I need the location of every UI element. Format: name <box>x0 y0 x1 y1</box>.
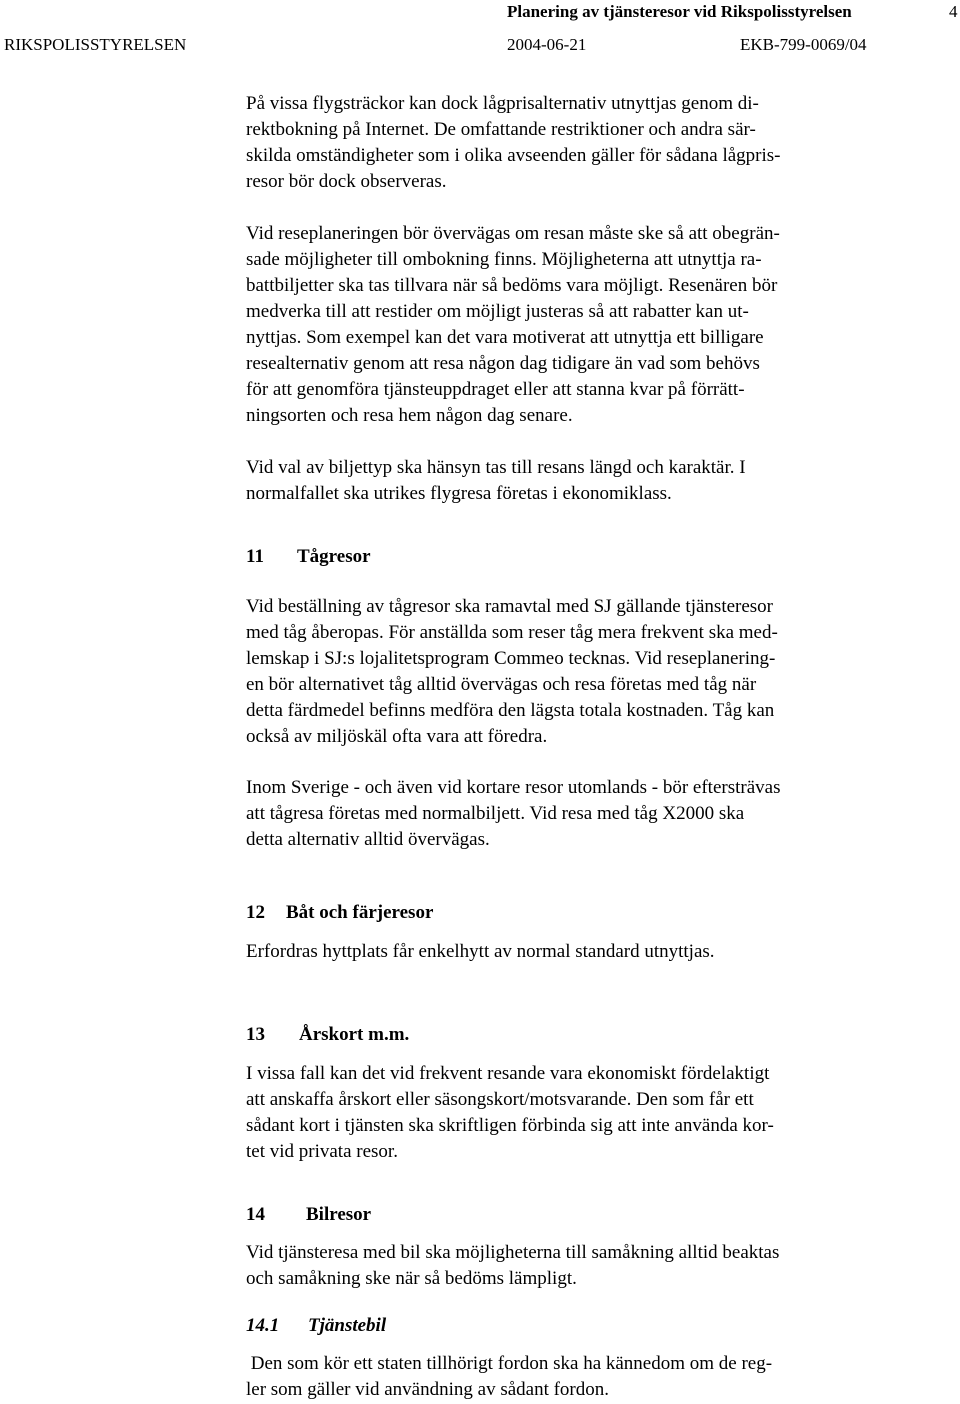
text-line: Den som kör ett staten tillhörigt fordon ska ha kännedom om de reg- <box>246 1353 773 1374</box>
text-line: lemskap i SJ:s lojalitetsprogram Commeo tecknas. Vid reseplanering- <box>246 648 776 669</box>
section-number: 14 <box>246 1204 265 1225</box>
text-line: battbiljetter ska tas tillvara när så bedöms vara möjligt. Resenären bör <box>246 275 778 296</box>
section-heading: Bilresor <box>306 1204 372 1225</box>
text-line: normalfallet ska utrikes flygresa företas i ekonomiklass. <box>246 483 672 504</box>
text-line: rektbokning på Internet. De omfattande restriktioner och andra sär- <box>246 119 756 140</box>
text-line: På vissa flygsträckor kan dock lågprisalternativ utnyttjas genom di- <box>246 93 759 114</box>
text-line: I vissa fall kan det vid frekvent resande vara ekonomiskt fördelaktigt <box>246 1063 770 1084</box>
text-line: ningsorten och resa hem någon dag senare. <box>246 405 573 426</box>
running-title: Planering av tjänsteresor vid Rikspolisstyrelsen <box>507 2 852 21</box>
text-line: Erfordras hyttplats får enkelhytt av normal standard utnyttjas. <box>246 941 715 962</box>
section-heading: Båt och färjeresor <box>286 902 434 923</box>
text-line: att tågresa företas med normalbiljett. Vid resa med tåg X2000 ska <box>246 803 745 824</box>
section-heading: Årskort m.m. <box>299 1024 410 1045</box>
subsection-number: 14.1 <box>246 1315 280 1336</box>
text-line: medverka till att restider om möjligt justeras så att rabatter kan ut- <box>246 301 749 322</box>
subsection-heading: Tjänstebil <box>308 1315 387 1336</box>
text-line: ler som gäller vid användning av sådant fordon. <box>246 1379 610 1400</box>
text-line: sade möjligheter till ombokning finns. Möjligheterna att utnyttja ra- <box>246 249 762 270</box>
document-date: 2004-06-21 <box>507 35 587 54</box>
organization-name: RIKSPOLISSTYRELSEN <box>4 35 187 54</box>
text-line: med tåg åberopas. För anställda som reser tåg mera frekvent ska med- <box>246 622 778 643</box>
section-number: 11 <box>246 546 264 567</box>
text-line: skilda omständigheter som i olika avseenden gäller för sådana lågpris- <box>246 145 781 166</box>
section-number: 13 <box>246 1024 265 1045</box>
text-line: också av miljöskäl ofta vara att föredra. <box>246 726 548 747</box>
text-line: Inom Sverige - och även vid kortare resor utomlands - bör eftersträvas <box>246 777 781 798</box>
text-line: en bör alternativet tåg alltid övervägas och resa företas med tåg när <box>246 674 757 695</box>
text-line: sådant kort i tjänsten ska skriftligen förbinda sig att inte använda kor- <box>246 1115 774 1136</box>
text-line: nyttjas. Som exempel kan det vara motiverat att utnyttja ett billigare <box>246 327 764 348</box>
text-line: Vid val av biljettyp ska hänsyn tas till resans längd och karaktär. I <box>246 457 746 478</box>
text-line: Vid beställning av tågresor ska ramavtal med SJ gällande tjänsteresor <box>246 596 774 617</box>
text-line: resor bör dock observeras. <box>246 171 447 192</box>
text-line: Vid tjänsteresa med bil ska möjligheterna till samåkning alltid beaktas <box>246 1242 780 1263</box>
text-line: resealternativ genom att resa någon dag tidigare än vad som behövs <box>246 353 760 374</box>
section-number: 12 <box>246 902 265 923</box>
text-line: för att genomföra tjänsteuppdraget eller att stanna kvar på förrätt- <box>246 379 745 400</box>
text-line: detta färdmedel befinns medföra den lägsta totala kostnaden. Tåg kan <box>246 700 775 721</box>
text-line: tet vid privata resor. <box>246 1141 398 1162</box>
text-line: att anskaffa årskort eller säsongskort/motsvarande. Den som får ett <box>246 1089 754 1110</box>
section-heading: Tågresor <box>297 546 371 567</box>
text-line: Vid reseplaneringen bör övervägas om resan måste ske så att obegrän- <box>246 223 780 244</box>
text-line: detta alternativ alltid övervägas. <box>246 829 490 850</box>
page-number: 4 <box>949 2 958 21</box>
text-line: och samåkning ske när så bedöms lämpligt. <box>246 1268 577 1289</box>
document-id: EKB-799-0069/04 <box>740 35 867 54</box>
